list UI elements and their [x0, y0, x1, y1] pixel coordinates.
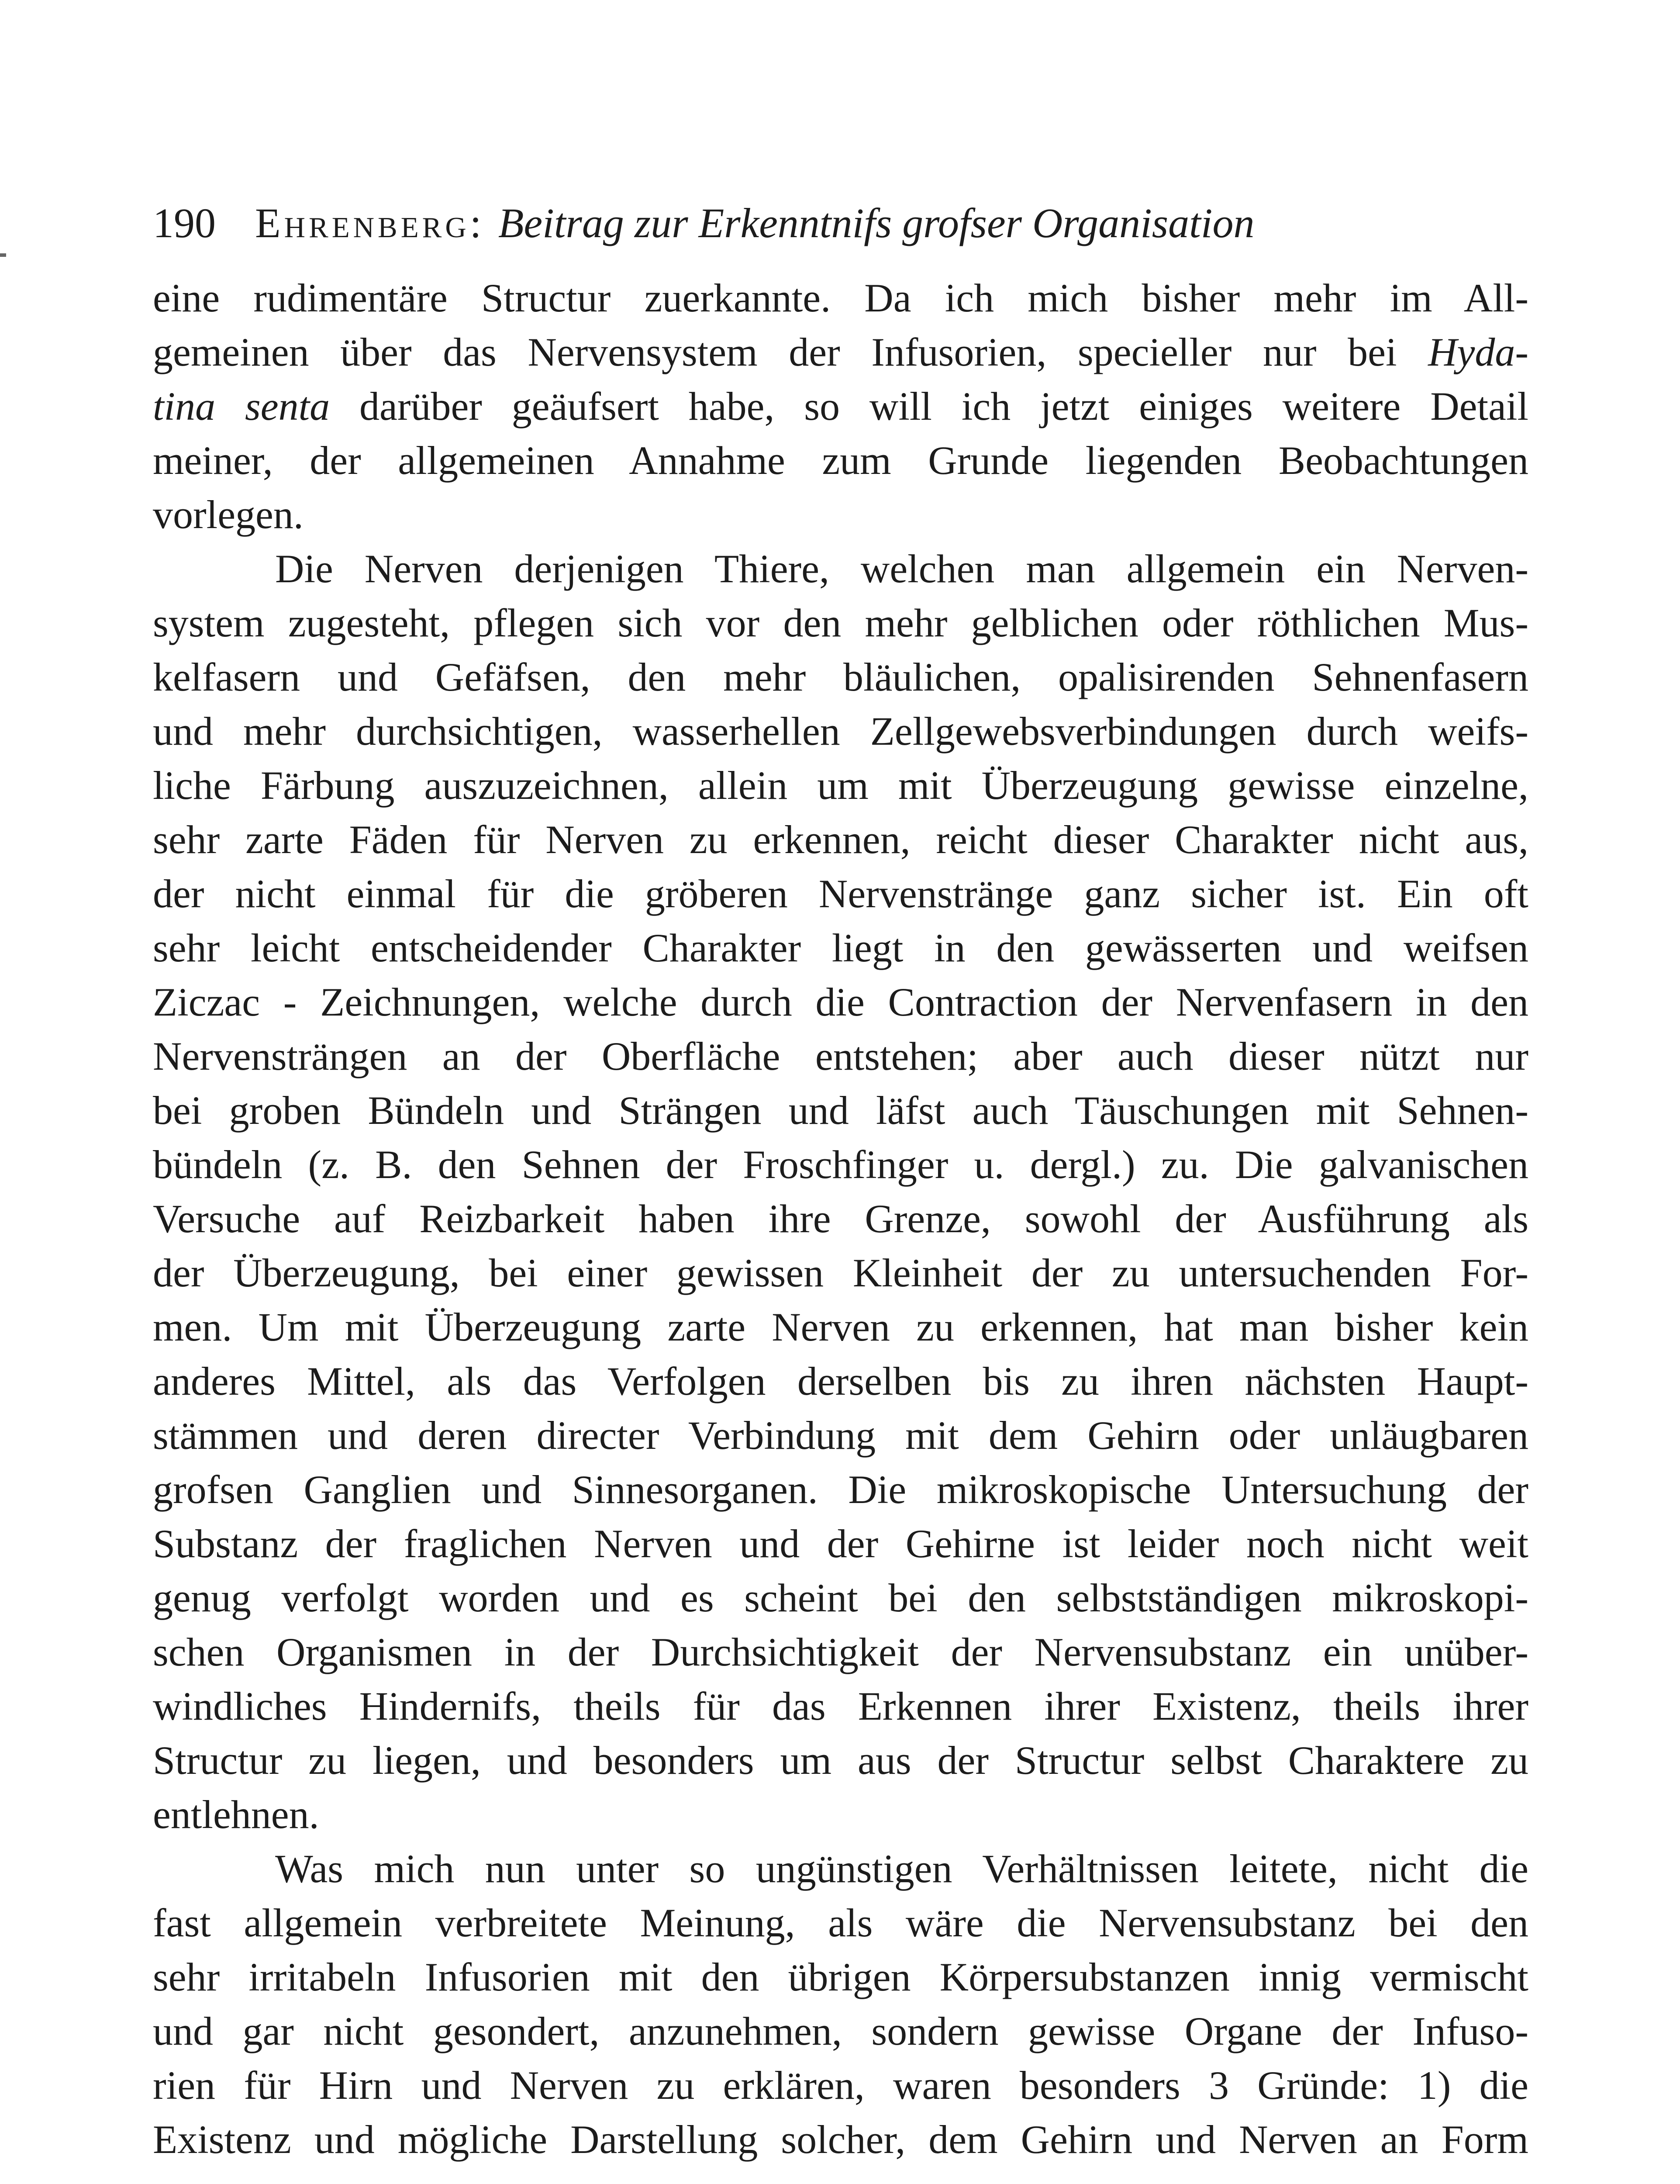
line-text: stämmen und deren directer Verbindung mit dem Gehirn oder unläugbaren	[153, 1413, 1528, 1458]
body-text	[153, 271, 1528, 2167]
text-line	[153, 704, 1528, 758]
text-line	[153, 1787, 1528, 1842]
line-text: meiner, der allgemeinen Annahme zum Grunde liegenden Beobachtungen	[153, 438, 1528, 483]
text-line	[153, 1462, 1528, 1517]
line-text: schen Organismen in der Durchsichtigkeit der Nervensubstanz ein unüber-	[153, 1630, 1528, 1674]
text-line	[153, 487, 1528, 542]
text-line	[153, 1842, 1528, 1896]
text-line	[153, 1571, 1528, 1625]
line-text: Ziczac - Zeichnungen, welche durch die Contraction der Nervenfasern in den	[153, 980, 1528, 1024]
line-text: der Überzeugung, bei einer gewissen Kleinheit der zu untersuchenden For-	[153, 1251, 1528, 1295]
text-line	[153, 1300, 1528, 1354]
text-line	[153, 542, 1528, 596]
text-line	[153, 1950, 1528, 2004]
line-text: bei groben Bündeln und Strängen und läfst auch Täuschungen mit Sehnen-	[153, 1088, 1528, 1133]
text-line	[153, 758, 1528, 812]
text-line	[153, 1083, 1528, 1137]
text-line	[153, 271, 1528, 325]
line-text: Versuche auf Reizbarkeit haben ihre Grenze, sowohl der Ausführung als	[153, 1196, 1528, 1241]
line-text: gemeinen über das Nervensystem der Infusorien, specieller nur bei	[153, 330, 1428, 374]
running-head-author: Ehrenberg:	[255, 200, 485, 246]
line-text: vorlegen.	[153, 492, 304, 537]
line-text: entlehnen.	[153, 1792, 319, 1837]
line-text: fast allgemein verbreitete Meinung, als wäre die Nervensubstanz bei den	[153, 1901, 1528, 1945]
line-text: windliches Hindernifs, theils für das Erkennen ihrer Existenz, theils ihrer	[153, 1684, 1528, 1728]
text-line	[153, 596, 1528, 650]
line-text: grofsen Ganglien und Sinnesorganen. Die mikroskopische Untersuchung der	[153, 1467, 1528, 1512]
text-line	[153, 1625, 1528, 1679]
text-line	[153, 867, 1528, 921]
text-line	[153, 1246, 1528, 1300]
line-text: Substanz der fraglichen Nerven und der Gehirne ist leider noch nicht weit	[153, 1521, 1528, 1566]
text-line	[153, 1192, 1528, 1246]
text-line	[153, 2112, 1528, 2167]
line-text: rien für Hirn und Nerven zu erklären, waren besonders 3 Gründe: 1) die	[153, 2063, 1528, 2108]
text-line	[153, 1896, 1528, 1950]
text-line	[153, 975, 1528, 1029]
text-line	[153, 921, 1528, 975]
line-text: kelfasern und Gefäfsen, den mehr bläulichen, opalisirenden Sehnenfasern	[153, 655, 1528, 699]
running-head-title: Beitrag zur Erkenntnifs grofser Organisation	[498, 200, 1255, 246]
text-line	[153, 1408, 1528, 1462]
line-text: Structur zu liegen, und besonders um aus der Structur selbst Charaktere zu	[153, 1738, 1528, 1783]
text-line	[153, 1733, 1528, 1787]
line-text: und mehr durchsichtigen, wasserhellen Zellgewebsverbindungen durch weifs-	[153, 709, 1528, 753]
text-line	[153, 812, 1528, 867]
line-text: Existenz und mögliche Darstellung solcher, dem Gehirn und Nerven an Form	[153, 2117, 1528, 2162]
text-line	[153, 379, 1528, 433]
line-text: bündeln (z. B. den Sehnen der Froschfinger u. dergl.) zu. Die galvanischen	[153, 1142, 1528, 1187]
line-text: eine rudimentäre Structur zuerkannte. Da ich mich bisher mehr im All-	[153, 276, 1528, 320]
line-text: Die Nerven derjenigen Thiere, welchen man allgemein ein Nerven-	[275, 546, 1528, 591]
line-text: und gar nicht gesondert, anzunehmen, sondern gewisse Organe der Infuso-	[153, 2009, 1528, 2053]
line-text: system zugesteht, pflegen sich vor den mehr gelblichen oder röthlichen Mus-	[153, 601, 1528, 645]
text-line	[153, 650, 1528, 704]
line-text: Nervensträngen an der Oberfläche entstehen; aber auch dieser nützt nur	[153, 1034, 1528, 1078]
text-line	[153, 325, 1528, 379]
text-line	[153, 1679, 1528, 1733]
line-text: sehr irritabeln Infusorien mit den übrigen Körpersubstanzen innig vermischt	[153, 1955, 1528, 1999]
margin-mark	[0, 253, 6, 257]
text-line	[153, 1029, 1528, 1083]
text-line	[153, 1137, 1528, 1192]
text-line	[153, 2004, 1528, 2058]
text-line	[153, 2058, 1528, 2112]
italic-text: Hyda-	[1428, 330, 1528, 374]
running-head	[153, 192, 1528, 253]
text-line	[153, 433, 1528, 487]
line-text: sehr leicht entscheidender Charakter liegt in den gewässerten und weifsen	[153, 926, 1528, 970]
line-text: genug verfolgt worden und es scheint bei den selbstständigen mikroskopi-	[153, 1576, 1528, 1620]
line-text: anderes Mittel, als das Verfolgen derselben bis zu ihren nächsten Haupt-	[153, 1359, 1528, 1403]
text-line	[153, 1354, 1528, 1408]
text-line	[153, 1517, 1528, 1571]
line-text: darüber geäufsert habe, so will ich jetzt einiges weitere Detail	[330, 384, 1528, 429]
line-text: Was mich nun unter so ungünstigen Verhältnissen leitete, nicht die	[275, 1846, 1528, 1891]
italic-text: tina senta	[153, 384, 330, 429]
line-text: der nicht einmal für die gröberen Nervenstränge ganz sicher ist. Ein oft	[153, 871, 1528, 916]
page-number: 190	[153, 200, 216, 246]
line-text: liche Färbung auszuzeichnen, allein um mit Überzeugung gewisse einzelne,	[153, 763, 1528, 808]
line-text: men. Um mit Überzeugung zarte Nerven zu erkennen, hat man bisher kein	[153, 1305, 1528, 1349]
line-text: sehr zarte Fäden für Nerven zu erkennen, reicht dieser Charakter nicht aus,	[153, 817, 1528, 862]
